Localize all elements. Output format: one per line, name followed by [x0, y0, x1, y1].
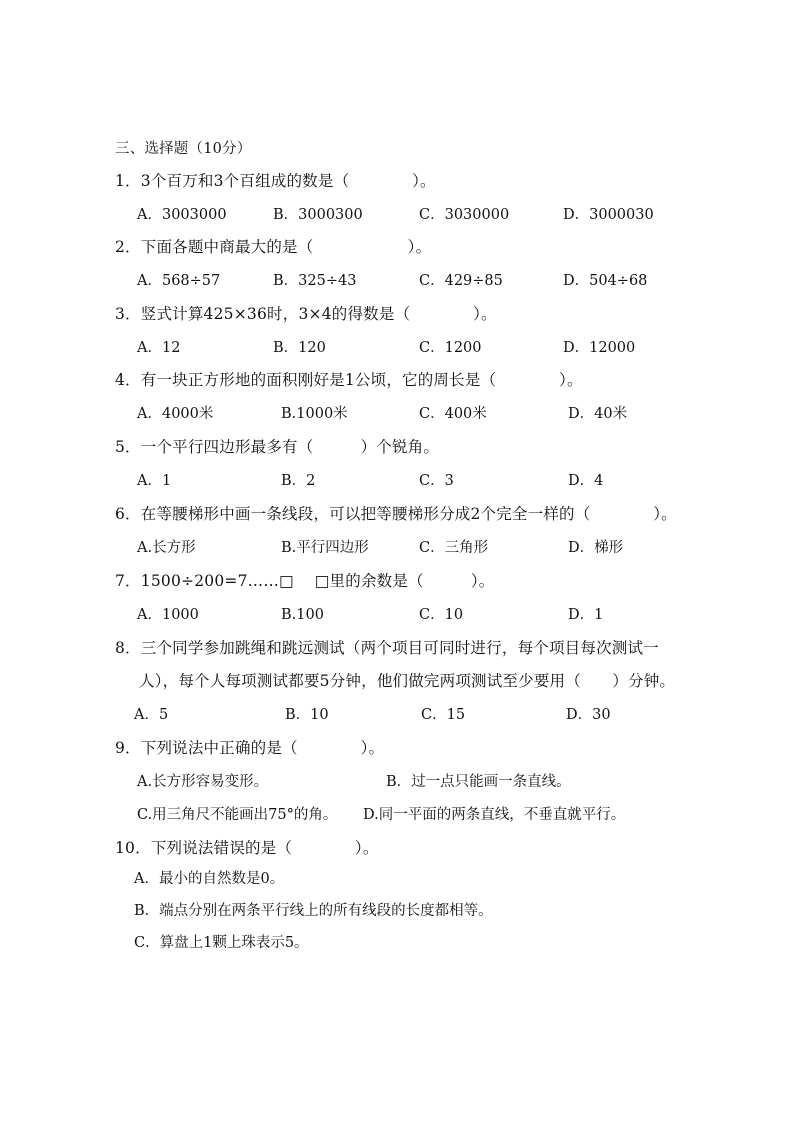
question-8-option-a: A．5: [134, 707, 169, 723]
question-2-option-a: A．568÷57: [137, 273, 221, 289]
question-3-stem: 3．竖式计算425×36时，3×4的得数是（ ）。: [115, 305, 497, 323]
question-1-option-d: D．3000030: [563, 207, 654, 223]
question-1-option-b: B．3000300: [273, 207, 363, 223]
question-4-option-b: B.1000米: [281, 406, 348, 422]
question-4-option-d: D．40米: [568, 406, 628, 422]
question-9-option-d: D.同一平面的两条直线，不垂直就平行。: [363, 807, 626, 823]
question-2-option-b: B．325÷43: [273, 273, 357, 289]
question-9-option-b: B．过一点只能画一条直线。: [386, 774, 571, 790]
question-10-option-a: A．最小的自然数是0。: [134, 871, 285, 887]
question-6-stem: 6．在等腰梯形中画一条线段，可以把等腰梯形分成2个完全一样的（ ）。: [115, 505, 677, 523]
question-8-stem-line-2: 人），每个人每项测试都要5分钟，他们做完两项测试至少要用（ ）分钟。: [139, 672, 676, 690]
question-7-option-c: C．10: [419, 607, 464, 623]
question-6-option-b: B.平行四边形: [281, 540, 369, 556]
question-1-option-c: C．3030000: [419, 207, 510, 223]
question-8-option-b: B．10: [285, 707, 329, 723]
question-5-option-a: A．1: [137, 473, 172, 489]
section-title: 三、选择题（10分）: [115, 141, 252, 157]
question-2-stem: 2．下面各题中商最大的是（ ）。: [115, 238, 432, 256]
question-7-option-d: D．1: [568, 607, 604, 623]
question-9-option-a: A.长方形容易变形。: [137, 774, 269, 790]
question-2-option-c: C．429÷85: [419, 273, 503, 289]
question-8-stem-line-1: 8．三个同学参加跳绳和跳远测试（两个项目可同时进行，每个项目每次测试一: [115, 639, 659, 657]
question-8-option-d: D．30: [566, 707, 611, 723]
question-3-option-a: A．12: [137, 340, 181, 356]
question-5-option-c: C．3: [419, 473, 454, 489]
question-6-option-a: A.长方形: [137, 540, 196, 556]
question-9-option-c: C.用三角尺不能画出75°的角。: [137, 807, 338, 823]
question-1-stem: 1．3个百万和3个百组成的数是（ ）。: [115, 172, 436, 190]
question-8-option-c: C．15: [421, 707, 466, 723]
question-9-stem: 9．下列说法中正确的是（ ）。: [115, 739, 385, 757]
question-4-stem: 4．有一块正方形地的面积刚好是1公顷，它的周长是（ ）。: [115, 371, 583, 389]
question-4-option-c: C．400米: [419, 406, 487, 422]
question-5-option-b: B．2: [281, 473, 316, 489]
question-6-option-d: D．梯形: [568, 540, 624, 556]
question-7-stem: 7．1500÷200=7……□ □里的余数是（ ）。: [115, 572, 495, 590]
question-4-option-a: A．4000米: [137, 406, 214, 422]
question-6-option-c: C．三角形: [419, 540, 489, 556]
question-10-option-b: B．端点分别在两条平行线上的所有线段的长度都相等。: [134, 903, 493, 919]
question-10-stem: 10．下列说法错误的是（ ）。: [115, 839, 379, 857]
question-3-option-b: B．120: [273, 340, 326, 356]
question-3-option-d: D．12000: [563, 340, 636, 356]
question-7-option-b: B.100: [281, 607, 324, 623]
question-10-option-c: C．算盘上1颗上珠表示5。: [134, 935, 309, 951]
question-1-option-a: A．3003000: [137, 207, 227, 223]
question-7-option-a: A．1000: [137, 607, 199, 623]
question-5-option-d: D．4: [568, 473, 604, 489]
question-3-option-c: C．1200: [419, 340, 482, 356]
question-2-option-d: D．504÷68: [563, 273, 648, 289]
question-5-stem: 5．一个平行四边形最多有（ ）个锐角。: [115, 438, 440, 456]
